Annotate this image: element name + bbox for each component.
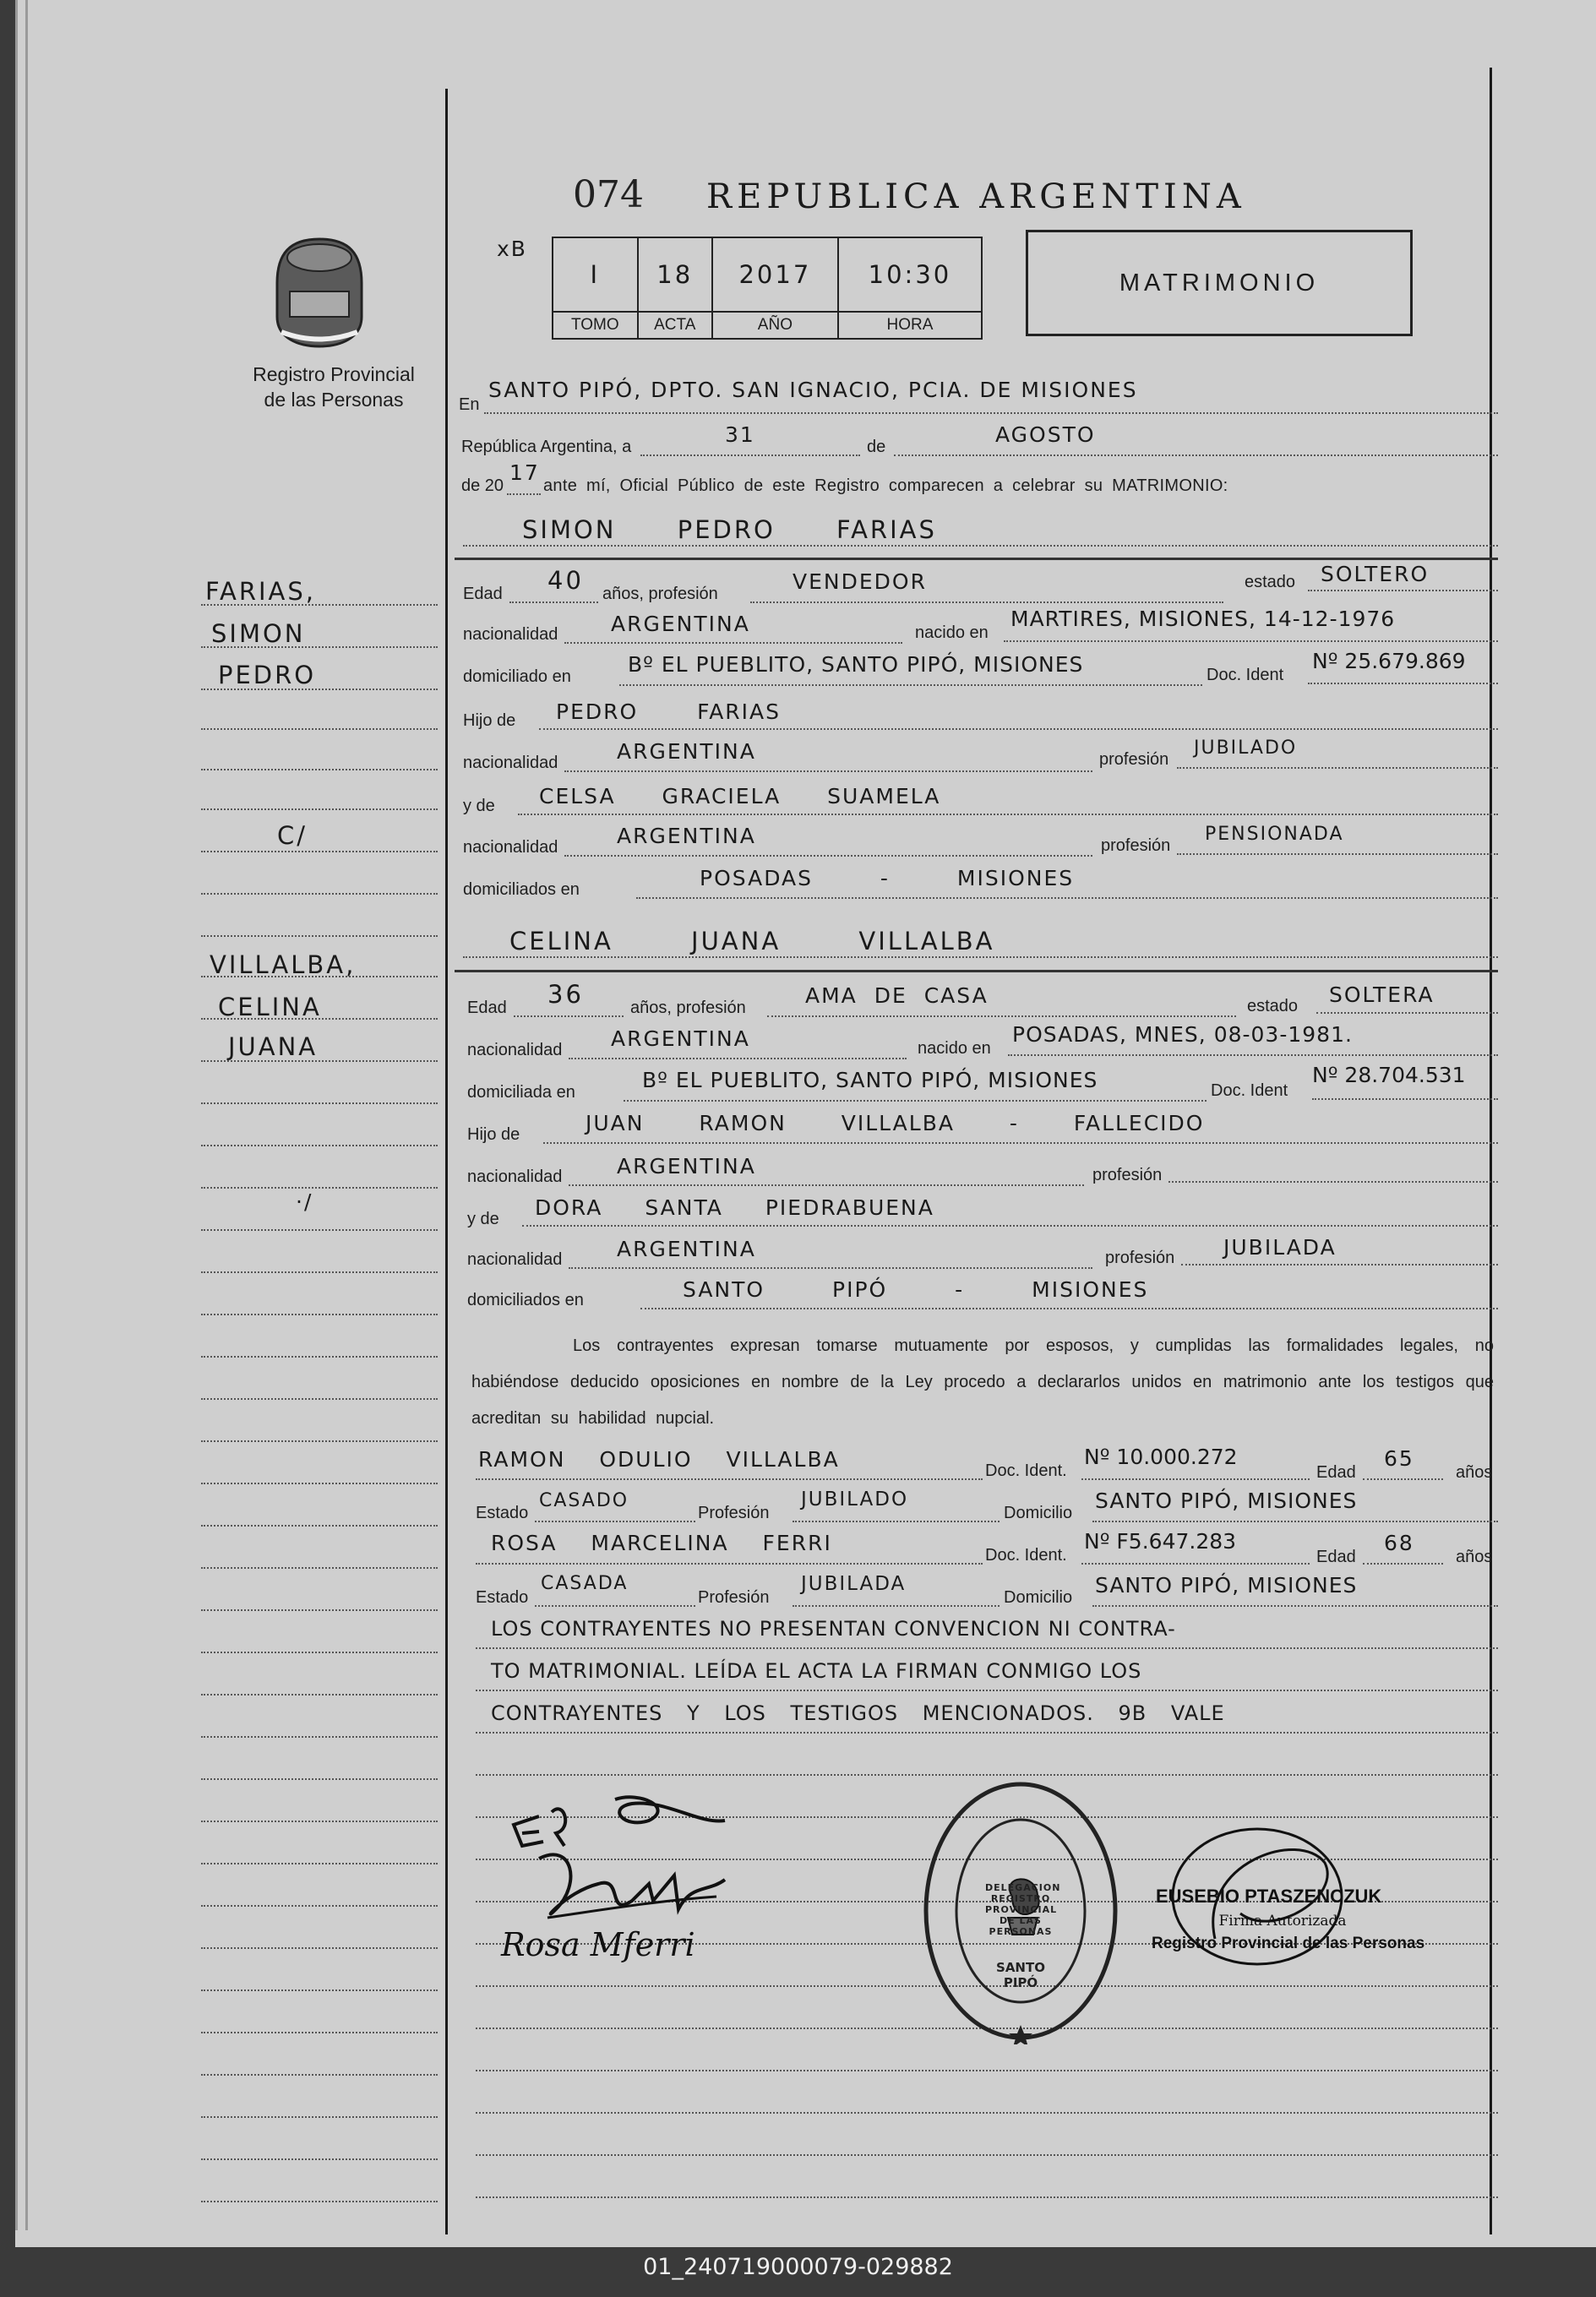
stamp-ring-text: DELEGACION REGISTRO PROVINCIAL DE LAS PERSONAS xyxy=(985,1882,1061,1937)
year-label: de 20 xyxy=(461,476,504,495)
note-line-3: CONTRAYENTES Y LOS TESTIGOS MENCIONADOS. 9B VALE xyxy=(491,1701,1225,1725)
note-line-2: TO MATRIMONIAL. LEÍDA EL ACTA LA FIRMAN CONMIGO LOS xyxy=(491,1659,1142,1683)
hora-value: 10:30 xyxy=(838,237,982,312)
bride-anos-label: años, profesión xyxy=(630,999,746,1017)
republica-label: República Argentina, a xyxy=(461,438,632,456)
groom-father: PEDRO FARIAS xyxy=(556,699,782,724)
witness2-dom-label: Domicilio xyxy=(1004,1588,1073,1607)
groom-father-nat: ARGENTINA xyxy=(617,739,756,764)
margin-bride-name1: CELINA xyxy=(218,993,322,1021)
witness2-profession: JUBILADA xyxy=(801,1573,907,1595)
witness1-address: SANTO PIPÓ, MISIONES xyxy=(1095,1489,1358,1513)
witness1-edad-label: Edad xyxy=(1316,1463,1356,1482)
official-name: EUSEBIO PTASZENCZUK xyxy=(1156,1886,1382,1907)
bride-edad-label: Edad xyxy=(467,999,507,1017)
bride-profession: AMA DE CASA xyxy=(805,983,989,1008)
witness1-estado: CASADO xyxy=(539,1490,629,1511)
bride-mother-nat: ARGENTINA xyxy=(617,1237,756,1261)
margin-groom-surname: FARIAS, xyxy=(205,577,317,606)
witness1-prof-label: Profesión xyxy=(698,1504,770,1522)
witness1-dom-label: Domicilio xyxy=(1004,1504,1073,1522)
bride-father: JUAN RAMON VILLALBA - FALLECIDO xyxy=(586,1111,1205,1135)
page-edge xyxy=(15,0,18,2230)
witness2-age: 68 xyxy=(1384,1531,1414,1555)
official-role: Firma Autorizada xyxy=(1218,1913,1347,1930)
bride-father-nat: ARGENTINA xyxy=(617,1154,756,1178)
page-edge xyxy=(25,0,28,2230)
witness2-estado-label: Estado xyxy=(476,1588,529,1607)
bride-nationality: ARGENTINA xyxy=(611,1026,750,1051)
registry-name-line1: Registro Provincial xyxy=(253,363,415,385)
witness2-signature: Rosa Mferri xyxy=(501,1926,695,1963)
groom-anos-label: años, profesión xyxy=(602,585,718,603)
bride-address: Bº EL PUEBLITO, SANTO PIPÓ, MISIONES xyxy=(642,1068,1098,1092)
bride-estado-label: estado xyxy=(1247,997,1299,1015)
witness1-estado-label: Estado xyxy=(476,1504,529,1522)
groom-nationality: ARGENTINA xyxy=(611,612,750,636)
groom-mother-prof: PENSIONADA xyxy=(1205,824,1344,845)
witness2-estado: CASADA xyxy=(541,1573,629,1594)
margin-tick: ·/ xyxy=(296,1189,313,1214)
bride-birth: POSADAS, MNES, 08-03-1981. xyxy=(1012,1022,1353,1047)
witness1-anos-label: años xyxy=(1456,1463,1493,1482)
right-rule xyxy=(1490,68,1492,2234)
section-divider xyxy=(455,970,1498,972)
groom-doc: Nº 25.679.869 xyxy=(1312,649,1466,673)
stamp-center-text: SANTO PIPÓ xyxy=(996,1960,1045,1990)
anio-value: 2017 xyxy=(712,237,838,312)
registry-box xyxy=(552,237,983,340)
anio-label: AÑO xyxy=(712,312,838,339)
declaration-text: Los contrayentes expresan tomarse mutuamente por esposos, y cumplidas las formalidades legales, no habiéndose deducido oposiciones en nombre de la Ley procedo a declararlos unidos en matrimonio ante los testigos que acreditan su habilidad nupcial. xyxy=(471,1336,1494,1428)
margin-groom-name2: PEDRO xyxy=(218,661,317,689)
bride-parents-dom: SANTO PIPÓ - MISIONES xyxy=(683,1277,1149,1302)
bride-dom-label: domiciliada en xyxy=(467,1083,575,1102)
groom-doc-label: Doc. Ident xyxy=(1207,666,1284,684)
day-value: 31 xyxy=(725,422,755,447)
witness1-doc-label: Doc. Ident. xyxy=(985,1461,1067,1480)
province-seal-icon xyxy=(269,232,370,351)
groom-mother: CELSA GRACIELA SUAMELA xyxy=(539,784,941,808)
margin-rule xyxy=(445,89,448,2234)
tomo-value: I xyxy=(553,237,638,312)
witness1-age: 65 xyxy=(1384,1446,1414,1471)
groom-age: 40 xyxy=(547,566,584,595)
witness2-edad-label: Edad xyxy=(1316,1548,1356,1566)
groom-yde-label: y de xyxy=(463,797,495,815)
en-label: En xyxy=(459,395,480,414)
groom-address: Bº EL PUEBLITO, SANTO PIPÓ, MISIONES xyxy=(628,652,1084,677)
groom-mother-prof-label: profesión xyxy=(1101,836,1171,855)
de-label: de xyxy=(867,438,886,456)
acta-label: ACTA xyxy=(638,312,712,339)
groom-mother-nat: ARGENTINA xyxy=(617,824,756,848)
bride-mother-prof-label: profesión xyxy=(1105,1249,1175,1267)
hora-label: HORA xyxy=(838,312,982,339)
groom-nacido-label: nacido en xyxy=(915,623,989,642)
margin-bride-name2: JUANA xyxy=(228,1032,319,1061)
tomo-label: TOMO xyxy=(553,312,638,339)
witness2-doc: Nº F5.647.283 xyxy=(1084,1529,1237,1554)
acta-value: 18 xyxy=(638,237,712,312)
note-line-1: LOS CONTRAYENTES NO PRESENTAN CONVENCION NI CONTRA- xyxy=(491,1617,1176,1641)
margin-connector: C/ xyxy=(277,821,308,850)
bride-parents-dom-label: domiciliados en xyxy=(467,1291,584,1309)
act-type: MATRIMONIO xyxy=(1119,269,1320,297)
witness1-name: RAMON ODULIO VILLALBA xyxy=(478,1447,840,1472)
witness2-name: ROSA MARCELINA FERRI xyxy=(491,1531,832,1555)
section-divider xyxy=(455,558,1498,560)
witness1-profession: JUBILADO xyxy=(801,1489,909,1510)
witness2-prof-label: Profesión xyxy=(698,1588,770,1607)
bride-doc: Nº 28.704.531 xyxy=(1312,1063,1466,1087)
place-value: SANTO PIPÓ, DPTO. SAN IGNACIO, PCIA. DE MISIONES xyxy=(488,378,1138,402)
bride-nacido-label: nacido en xyxy=(918,1039,991,1058)
groom-mother-nat-label: nacionalidad xyxy=(463,838,558,857)
groom-parents-dom-label: domiciliados en xyxy=(463,880,580,899)
bride-father-nat-label: nacionalidad xyxy=(467,1168,563,1186)
intro-text: ante mí, Oficial Público de este Registro comparecen a celebrar su MATRIMONIO: xyxy=(543,476,1228,495)
registry-name-line2: de las Personas xyxy=(264,389,404,411)
handwritten-mark: xB xyxy=(497,237,527,261)
bride-yde-label: y de xyxy=(467,1210,499,1228)
groom-edad-label: Edad xyxy=(463,585,503,603)
groom-profession: VENDEDOR xyxy=(793,569,927,594)
bride-full-name: CELINA JUANA VILLALBA xyxy=(509,927,995,955)
witness1-doc: Nº 10.000.272 xyxy=(1084,1445,1238,1469)
document-title: REPUBLICA ARGENTINA xyxy=(706,177,1246,216)
witness2-address: SANTO PIPÓ, MISIONES xyxy=(1095,1573,1358,1598)
groom-full-name: SIMON PEDRO FARIAS xyxy=(522,515,937,544)
act-number: 074 xyxy=(573,173,644,216)
bride-age: 36 xyxy=(547,980,584,1009)
groom-estado: SOLTERO xyxy=(1321,562,1430,586)
bride-mother: DORA SANTA PIEDRABUENA xyxy=(535,1195,934,1220)
bride-mother-nat-label: nacionalidad xyxy=(467,1250,563,1269)
margin-bride-surname: VILLALBA, xyxy=(210,950,357,979)
groom-birth: MARTIRES, MISIONES, 14-12-1976 xyxy=(1010,607,1396,631)
official-org: Registro Provincial de las Personas xyxy=(1152,1935,1425,1952)
groom-parents-dom: POSADAS - MISIONES xyxy=(700,866,1075,890)
month-value: AGOSTO xyxy=(995,422,1096,447)
bride-doc-label: Doc. Ident xyxy=(1211,1081,1288,1100)
bride-mother-prof: JUBILADA xyxy=(1223,1235,1337,1260)
groom-nat-label: nacionalidad xyxy=(463,625,558,644)
year-value: 17 xyxy=(509,460,540,485)
act-type-box xyxy=(1026,230,1413,336)
bride-nat-label: nacionalidad xyxy=(467,1041,563,1059)
groom-father-nat-label: nacionalidad xyxy=(463,754,558,772)
groom-estado-label: estado xyxy=(1245,573,1296,591)
document-page xyxy=(15,0,1596,2247)
file-id-footer: 01_240719000079-029882 xyxy=(643,2254,953,2280)
witness2-anos-label: años xyxy=(1456,1548,1493,1566)
groom-hijo-label: Hijo de xyxy=(463,711,516,730)
groom-dom-label: domiciliado en xyxy=(463,667,571,686)
groom-father-prof-label: profesión xyxy=(1099,750,1169,769)
groom-father-prof: JUBILADO xyxy=(1194,738,1298,759)
bride-father-prof-label: profesión xyxy=(1092,1166,1163,1184)
bride-estado: SOLTERA xyxy=(1329,982,1435,1007)
witness2-doc-label: Doc. Ident. xyxy=(985,1546,1067,1565)
margin-groom-name1: SIMON xyxy=(211,619,306,648)
bride-hijo-label: Hijo de xyxy=(467,1125,520,1144)
